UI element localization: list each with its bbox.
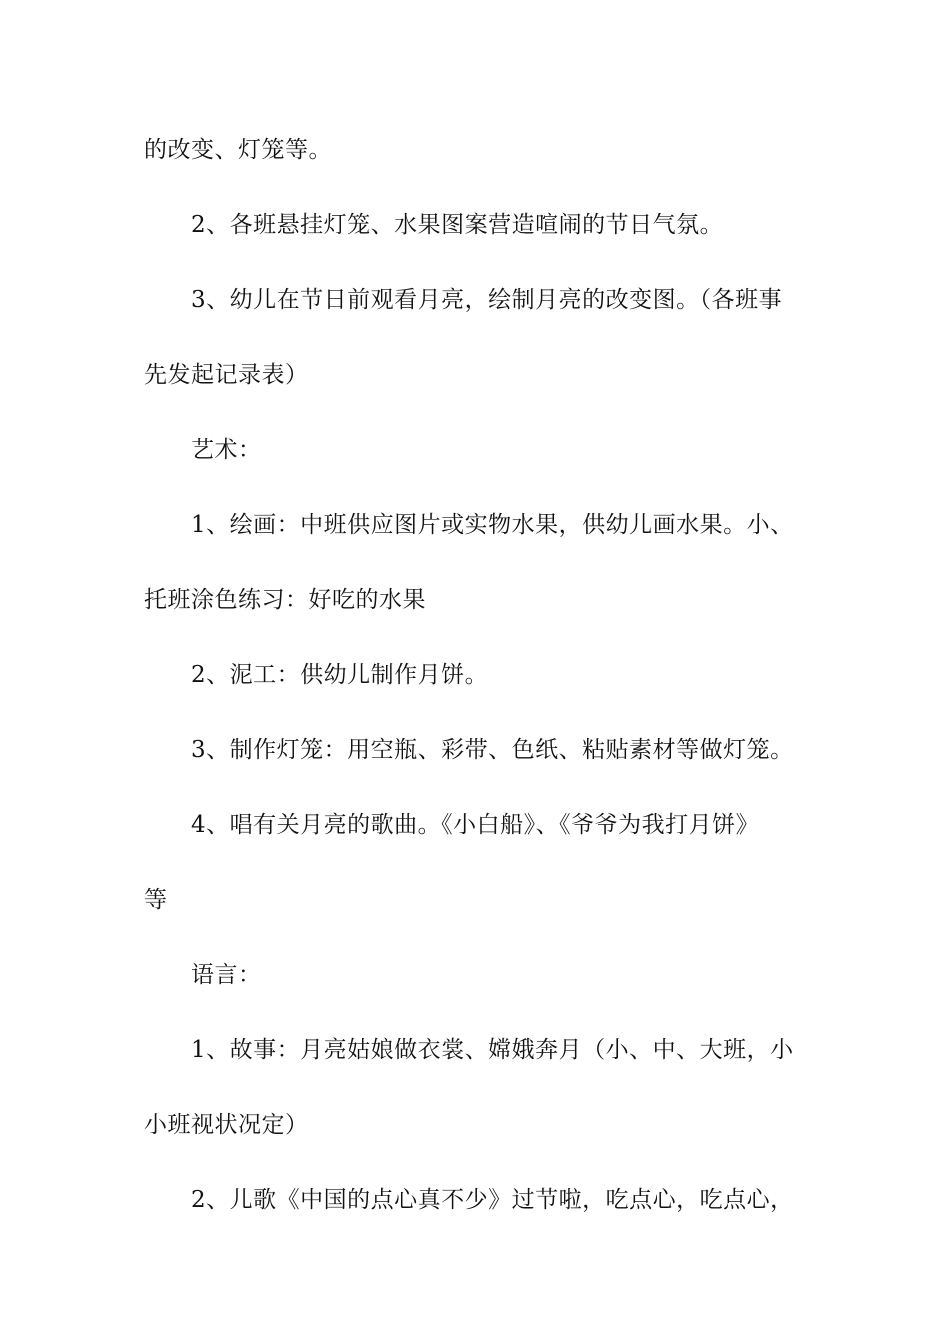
text-line-6: 1、绘画：中班供应图片或实物水果，供幼儿画水果。小、 — [191, 512, 794, 538]
text-line-9: 3、制作灯笼：用空瓶、彩带、色纸、粘贴素材等做灯笼。 — [191, 737, 794, 763]
text-line-4: 先发起记录表） — [144, 362, 309, 388]
section-heading-language: 语言： — [191, 962, 262, 988]
text-line-8: 2、泥工：供幼儿制作月饼。 — [191, 662, 489, 688]
text-line-7: 托班涂色练习：好吃的水果 — [144, 587, 426, 613]
text-line-1: 的改变、灯笼等。 — [144, 137, 332, 163]
text-line-13: 1、故事：月亮姑娘做衣裳、嫦娥奔月（小、中、大班，小 — [191, 1037, 794, 1063]
text-line-14: 小班视状况定） — [144, 1112, 309, 1138]
section-heading-art: 艺术： — [191, 437, 262, 463]
text-line-10: 4、唱有关月亮的歌曲。《小白船》、《爷爷为我打月饼》 — [191, 812, 760, 838]
text-line-11: 等 — [144, 887, 168, 913]
text-line-2: 2、各班悬挂灯笼、水果图案营造喧闹的节日气氛。 — [191, 212, 724, 238]
text-line-3: 3、幼儿在节日前观看月亮，绘制月亮的改变图。（各班事 — [191, 287, 783, 313]
text-line-15: 2、儿歌《中国的点心真不少》过节啦，吃点心，吃点心， — [191, 1187, 794, 1213]
